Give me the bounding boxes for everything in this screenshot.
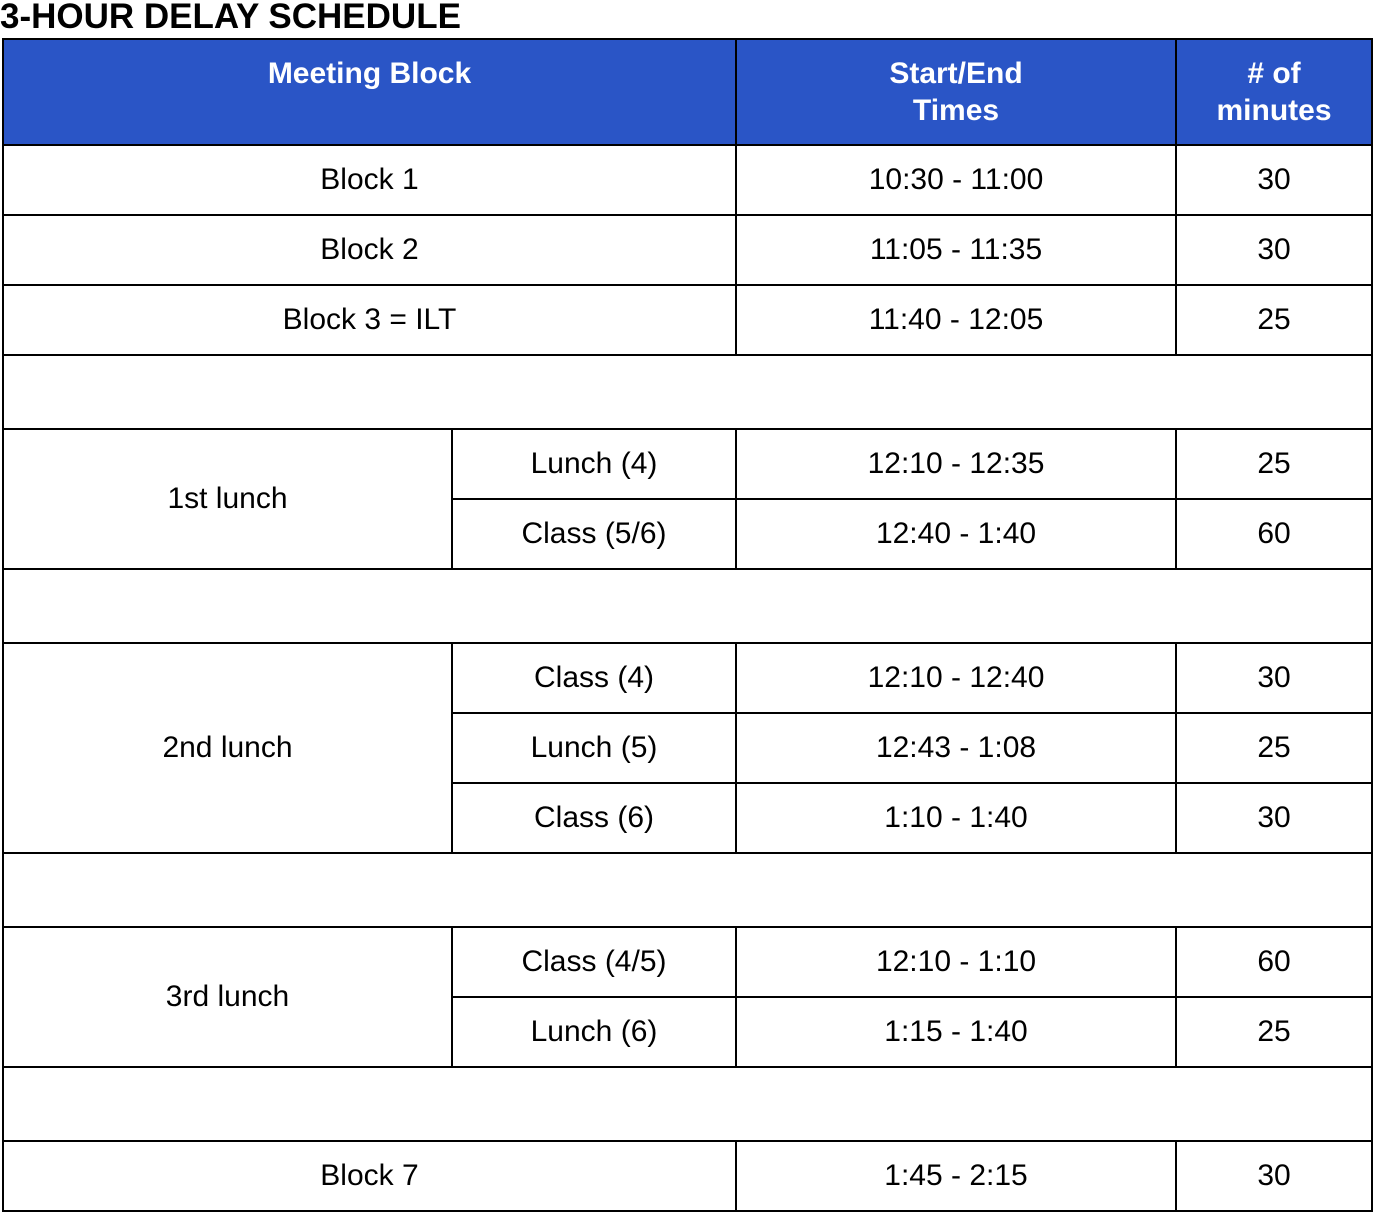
- block-label: Block 2: [3, 215, 736, 285]
- header-times: [736, 39, 1176, 145]
- period-minutes: 60: [1176, 927, 1372, 997]
- header-times-line2: Times: [912, 94, 1000, 127]
- header-minutes-line1: # of: [1247, 57, 1301, 90]
- block-minutes: 25: [1176, 285, 1372, 355]
- block-label: Block 7: [3, 1141, 736, 1211]
- block-label: Block 1: [3, 145, 736, 215]
- table-row: [3, 643, 1372, 713]
- table-row: [3, 927, 1372, 997]
- table-row: [3, 1141, 1372, 1211]
- period-times: 1:15 - 1:40: [736, 997, 1176, 1067]
- header-times-line1: Start/End: [889, 57, 1023, 90]
- header-meeting-block-label: Meeting Block: [267, 57, 472, 90]
- block-label: Block 3 = ILT: [3, 285, 736, 355]
- block-times: 11:05 - 11:35: [736, 215, 1176, 285]
- page-title: 3-HOUR DELAY SCHEDULE: [0, 0, 461, 36]
- lunch-group-label: 2nd lunch: [3, 643, 452, 853]
- spacer-cell: [3, 355, 1372, 429]
- table-row: [3, 145, 1372, 215]
- schedule-table: [2, 38, 1373, 1212]
- period-label: Class (4): [452, 643, 736, 713]
- block-times: 1:45 - 2:15: [736, 1141, 1176, 1211]
- table-row: [3, 215, 1372, 285]
- block-minutes: 30: [1176, 1141, 1372, 1211]
- period-label: Class (4/5): [452, 927, 736, 997]
- lunch-group-label: 1st lunch: [3, 429, 452, 569]
- spacer-row: [3, 569, 1372, 643]
- period-minutes: 25: [1176, 713, 1372, 783]
- period-times: 12:10 - 12:35: [736, 429, 1176, 499]
- block-minutes: 30: [1176, 215, 1372, 285]
- period-minutes: 60: [1176, 499, 1372, 569]
- period-times: 12:43 - 1:08: [736, 713, 1176, 783]
- period-label: Lunch (6): [452, 997, 736, 1067]
- spacer-cell: [3, 569, 1372, 643]
- period-minutes: 25: [1176, 997, 1372, 1067]
- spacer-row: [3, 1067, 1372, 1141]
- table-row: [3, 429, 1372, 499]
- period-minutes: 25: [1176, 429, 1372, 499]
- table-row: [3, 285, 1372, 355]
- block-times: 10:30 - 11:00: [736, 145, 1176, 215]
- period-times: 12:10 - 12:40: [736, 643, 1176, 713]
- period-label: Class (5/6): [452, 499, 736, 569]
- header-minutes: [1176, 39, 1372, 145]
- period-label: Class (6): [452, 783, 736, 853]
- period-times: 12:40 - 1:40: [736, 499, 1176, 569]
- period-minutes: 30: [1176, 643, 1372, 713]
- spacer-row: [3, 853, 1372, 927]
- spacer-cell: [3, 1067, 1372, 1141]
- period-minutes: 30: [1176, 783, 1372, 853]
- period-times: 12:10 - 1:10: [736, 927, 1176, 997]
- header-row: [3, 39, 1372, 145]
- period-label: Lunch (4): [452, 429, 736, 499]
- lunch-group-label: 3rd lunch: [3, 927, 452, 1067]
- period-label: Lunch (5): [452, 713, 736, 783]
- header-meeting-block: [3, 39, 736, 145]
- spacer-cell: [3, 853, 1372, 927]
- period-times: 1:10 - 1:40: [736, 783, 1176, 853]
- spacer-row: [3, 355, 1372, 429]
- block-times: 11:40 - 12:05: [736, 285, 1176, 355]
- header-minutes-line2: minutes: [1216, 94, 1332, 127]
- block-minutes: 30: [1176, 145, 1372, 215]
